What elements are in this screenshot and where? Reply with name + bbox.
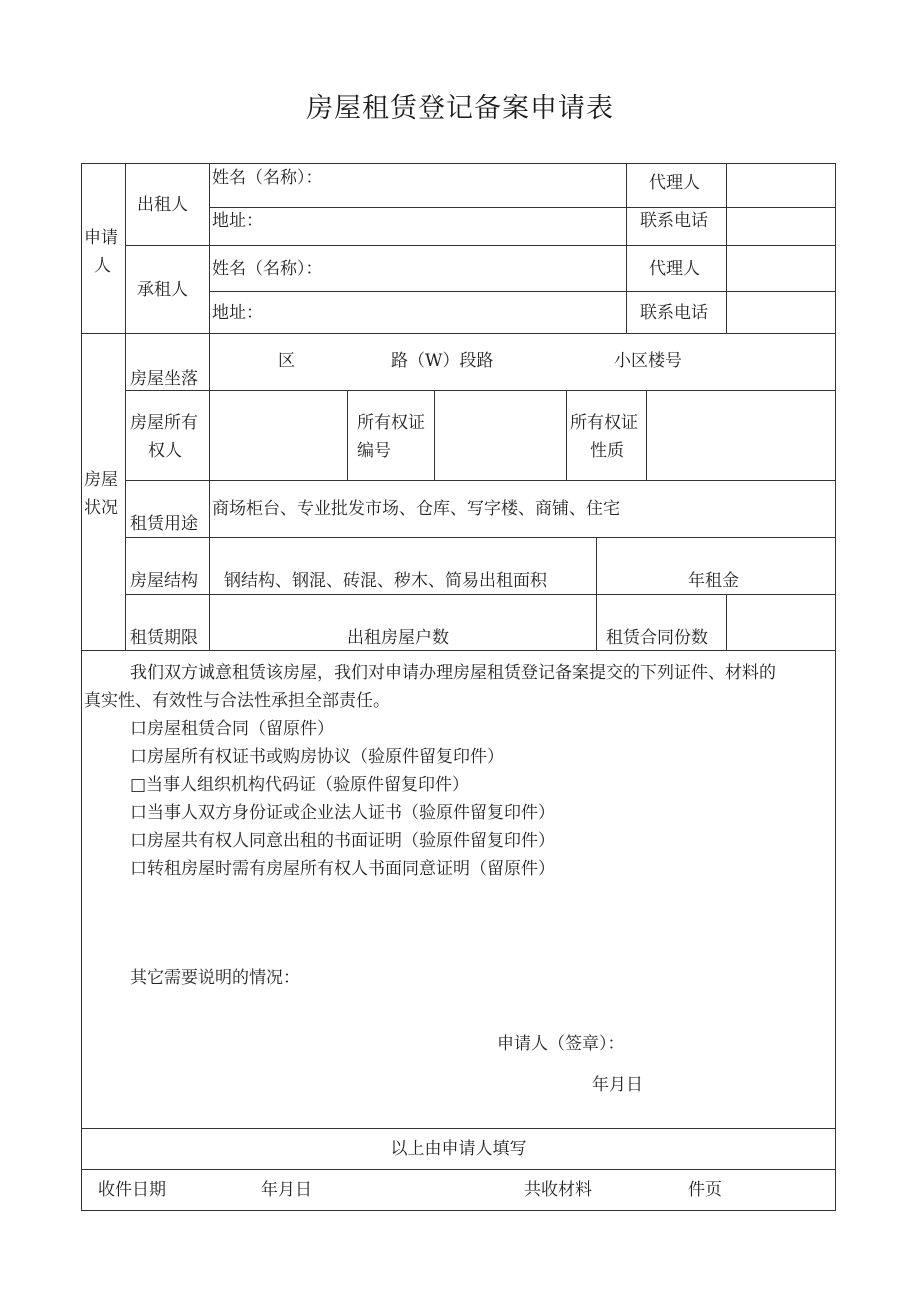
lessee-agent-label: 代理人 [649,259,700,279]
other-notes-label: 其它需要说明的情况： [130,968,300,988]
pages-label: 件页 [688,1180,722,1200]
materials-label: 共收材料 [524,1180,592,1200]
lessor-phone-label: 联系电话 [640,211,708,231]
contract-copies-label: 租赁合同份数 [606,628,708,648]
checklist-item: 口房屋租赁合同（留原件） [130,719,334,739]
applicant-label-2: 人 [94,256,111,276]
lessor-address-label: 地址： [212,211,263,231]
location-community: 小区楼号 [614,351,682,371]
signature-label: 申请人（签章）： [497,1034,625,1054]
receipt-date-value: 年月日 [261,1180,312,1200]
receipt-date-label: 收件日期 [98,1180,166,1200]
checklist-item: □当事人组织机构代码证（验原件留复印件） [130,775,470,795]
cert-type-label: 所有权证 [570,413,638,433]
filled-by-note: 以上由申请人填写 [390,1139,527,1159]
usage-label: 租赁用途 [130,514,198,534]
cert-number-label: 所有权证 [357,413,425,433]
checklist-item: 口转租房屋时需有房屋所有权人书面同意证明（留原件） [130,859,555,879]
annual-rent-label: 年租金 [688,571,739,591]
owner-label-2: 权人 [148,441,182,461]
term-label: 租赁期限 [130,628,198,648]
checklist-item: 口当事人双方身份证或企业法人证书（验原件留复印件） [130,803,555,823]
house-label-2: 状况 [84,498,118,518]
structure-options: 钢结构、钢混、砖混、秽木、简易出租面积 [224,571,547,591]
house-label: 房屋 [84,470,118,490]
lessee-label: 承租人 [137,280,188,300]
declaration-line-2: 真实性、有效性与合法性承担全部责任。 [84,691,390,711]
signature-date: 年月日 [592,1075,643,1095]
lessor-name-label: 姓名（名称）： [212,168,323,188]
declaration-line-1: 我们双方诚意租赁该房屋，我们对申请办理房屋租赁登记备案提交的下列证件、材料的 [130,663,776,683]
lessee-name-label: 姓名（名称）： [212,259,323,279]
page-title: 房屋租赁登记备案申请表 [306,93,614,124]
checklist-item: 口房屋共有权人同意出租的书面证明（验原件留复印件） [130,831,555,851]
cert-number-label-2: 编号 [357,441,391,461]
location-label: 房屋坐落 [130,369,198,389]
lessor-label: 出租人 [137,195,188,215]
location-district: 区 [278,351,295,371]
usage-options: 商场柜台、专业批发市场、仓库、写字楼、商铺、住宅 [212,499,620,519]
structure-label: 房屋结构 [130,571,198,591]
lessor-agent-label: 代理人 [649,173,700,193]
units-label: 出租房屋户数 [347,628,449,648]
lessee-phone-label: 联系电话 [640,303,708,323]
cert-type-label-2: 性质 [590,441,624,461]
applicant-label: 申请 [84,228,118,248]
owner-label: 房屋所有 [130,413,198,433]
checklist-item: 口房屋所有权证书或购房协议（验原件留复印件） [130,747,504,767]
location-road: 路（W）段路 [391,351,494,371]
lessee-address-label: 地址： [212,303,263,323]
